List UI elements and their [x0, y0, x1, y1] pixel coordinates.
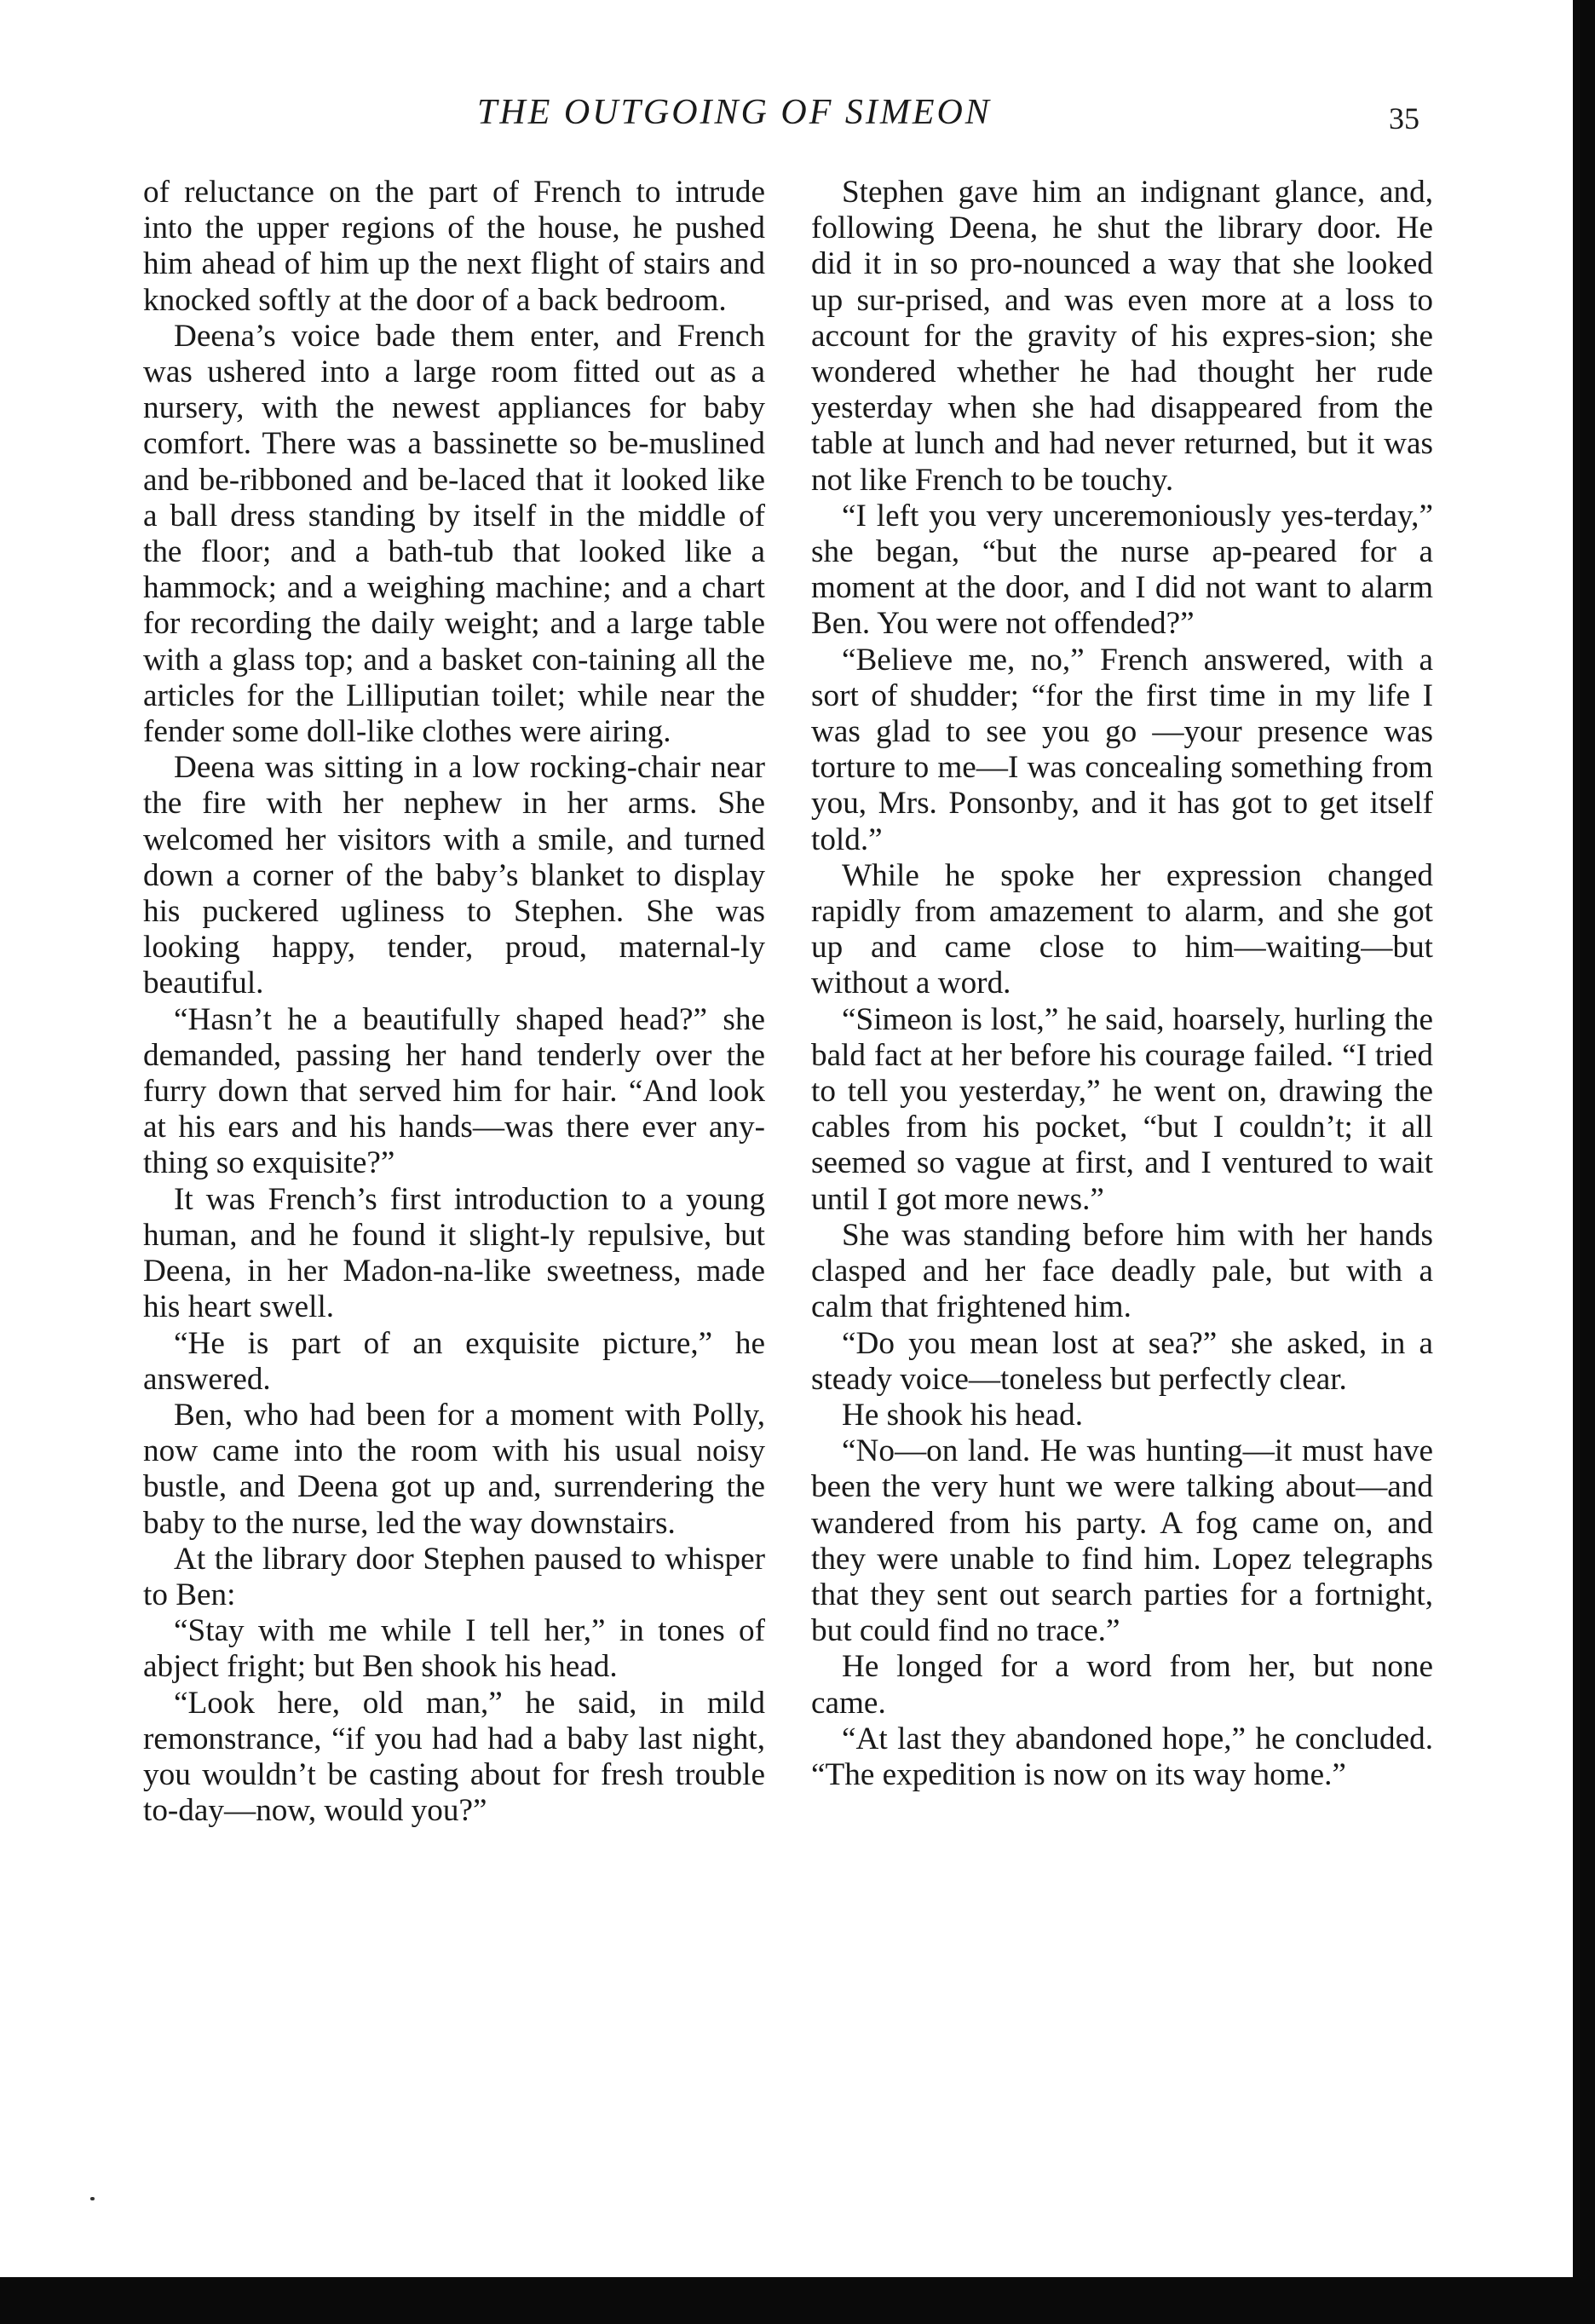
left-column: [143, 175, 765, 1829]
page-number: 35: [1389, 101, 1419, 136]
running-title: THE OUTGOING OF SIMEON: [477, 93, 992, 132]
paragraph: Deena was sitting in a low rocking-chair near the fire with her nephew in her arms. She welcomed her visitors with a smile, and turned down a corner of the baby’s blanket to display his puckered ugliness to Stephen. She was looking happy, tender, proud, maternal-ly beautiful.: [143, 750, 765, 1001]
paragraph: Stephen gave him an indignant glance, and, following Deena, he shut the library door. He did it in so pro-nounced a way that she looked up sur-prised, and was even more at a loss to account for the gravity of his expres-sion; she wondered whether he had thought her rude yesterday when she had disappeared from the table at lunch and had never returned, but it was not like French to be touchy.: [811, 175, 1433, 498]
paragraph: He shook his head.: [842, 1397, 1083, 1433]
paragraph: Deena’s voice bade them enter, and French was ushered into a large room fitted out as a nursery, with the newest appliances for baby comfort. There was a bassinette so be-muslined and be-ribboned and be-laced that it looked like a ball dress standing by itself in the middle of the floor; and a bath-tub that looked like a hammock; and a weighing machine; and a chart for recording the daily weight; and a large table with a glass top; and a basket con-taining all the articles for the Lilliputian toilet; while near the fender some doll-like clothes were airing.: [143, 318, 765, 750]
paragraph: “At last they abandoned hope,” he concluded. “The expedition is now on its way home.”: [811, 1721, 1433, 1792]
paragraph: “Do you mean lost at sea?” she asked, in a steady voice—toneless but perfectly clear.: [811, 1325, 1433, 1397]
right-column: [811, 175, 1433, 1793]
paragraph: “Believe me, no,” French answered, with a sort of shudder; “for the first time in my life I was glad to see you go —your presence was torture to me—I was concealing something from you, Mrs. Ponsonby, and it has got to get itself told.”: [811, 642, 1433, 857]
paragraph: “Hasn’t he a beautifully shaped head?” she demanded, passing her hand tenderly over the furry down that served him for hair. “And look at his ears and his hands—was there ever any-thing so exquisite?”: [143, 1001, 765, 1181]
paragraph: of reluctance on the part of French to intrude into the upper regions of the house, he pushed him ahead of him up the next flight of stairs and knocked softly at the door of a back bedroom.: [143, 175, 765, 318]
paragraph: It was French’s first introduction to a young human, and he found it slight-ly repulsive, but Deena, in her Madon-na-like sweetness, made his heart swell.: [143, 1181, 765, 1325]
paragraph: At the library door Stephen paused to whisper to Ben:: [143, 1541, 765, 1612]
paragraph: “I left you very unceremoniously yes-terday,” she began, “but the nurse ap-peared for a moment at the door, and I did not want to alarm Ben. You were not offended?”: [811, 498, 1433, 642]
paragraph: “Simeon is lost,” he said, hoarsely, hurling the bald fact at her before his courage failed. “I tried to tell you yesterday,” he went on, drawing the cables from his pocket, “but I couldn’t; it all seemed so vague at first, and I ventured to wait until I got more news.”: [811, 1001, 1433, 1217]
paragraph: “Stay with me while I tell her,” in tones of abject fright; but Ben shook his head.: [143, 1613, 765, 1685]
paragraph: He longed for a word from her, but none came.: [811, 1649, 1433, 1721]
paragraph: “No—on land. He was hunting—it must have been the very hunt we were talking about—and wandered from his party. A fog came on, and they were unable to find him. Lopez telegraphs that they sent out search parties for a fortnight, but could find no trace.”: [811, 1433, 1433, 1649]
scan-speck: [90, 2197, 95, 2200]
paragraph: “He is part of an exquisite picture,” he answered.: [143, 1325, 765, 1397]
paragraph: She was standing before him with her hands clasped and her face deadly pale, but with a calm that frightened him.: [811, 1217, 1433, 1325]
scan-edge-bottom: [0, 2277, 1595, 2324]
paragraph: “Look here, old man,” he said, in mild remonstrance, “if you had had a baby last night, you wouldn’t be casting about for fresh trouble to-day—now, would you?”: [143, 1685, 765, 1829]
paragraph: While he spoke her expression changed rapidly from amazement to alarm, and she got up and came close to him—waiting—but without a word.: [811, 857, 1433, 1001]
scan-edge-right: [1573, 0, 1595, 2324]
paragraph: Ben, who had been for a moment with Polly, now came into the room with his usual noisy bustle, and Deena got up and, surrendering the baby to the nurse, led the way downstairs.: [143, 1397, 765, 1541]
